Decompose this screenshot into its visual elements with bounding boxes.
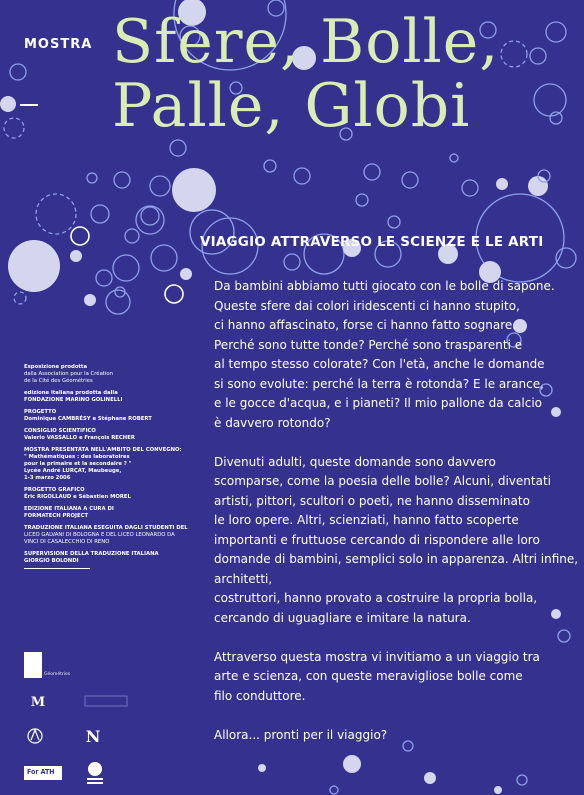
subtitle: VIAGGIO ATTRAVERSO LE SCIENZE E LE ARTI [200,234,544,250]
credit-block [24,551,194,569]
bubble [125,229,139,243]
text-line: e le gocce d'acqua, e i pianeti? Il mio pallone da calcio [214,396,543,410]
credit-value: Lycée André LURÇAT, Maubeuge, [24,468,122,474]
bubble [14,292,26,304]
title-line-1: Sfere, Bolle, [112,7,500,77]
text-line: domande di bambini, semplici solo in apparenza. Altri infine, [214,552,579,566]
bubble [558,630,570,642]
credit-value: Éric RIGOLLAUD e Sébastien MOREL [24,494,131,500]
bubble [36,194,76,234]
bubble [170,140,186,156]
text-line: è davvero rotondo? [214,415,331,430]
intro-text [214,277,579,765]
title-dash [20,104,38,106]
svg-text:M: M [30,695,46,708]
text-line: costruttori, hanno provato a costruire la propria bolla, [214,591,538,605]
credit-label: CONSIGLIO SCIENTIFICO [24,428,96,434]
bubble [87,173,97,183]
credit-label: MOSTRA PRESENTATA NELL'AMBITO DEL CONVEGNO: [24,447,182,453]
bubble [0,96,16,112]
credit-value: GIORGIO BOLONDI [24,558,79,564]
bubble [8,240,60,292]
text-line: ci hanno affascinato, forse ci hanno fatto sognare. [214,318,517,332]
bubble [84,294,96,306]
formath-logo-label: For ATH [27,768,55,776]
credit-value: 1-3 marzo 2006 [24,475,71,481]
credit-block [24,364,194,385]
page-title [112,7,572,141]
exhibition-label: MOSTRA [24,37,93,52]
bubble [136,206,164,234]
paragraph-4 [214,726,554,746]
text-line: Attraverso questa mostra vi invitiamo a un viaggio tra [214,649,540,664]
bubble [71,227,89,245]
geometries-logo-label: Géométries [44,672,71,677]
bubble [528,176,548,196]
text-line: Allora... pronti per il viaggio? [214,727,388,742]
credit-value: FONDAZIONE MARINO GOLINELLI [24,397,123,403]
n-logo-icon [84,726,102,746]
text-line: artisti, pittori, scultori o poeti, ne hanno disseminato [214,493,530,508]
credit-block [24,409,194,423]
bubble [294,168,310,184]
credit-block [24,428,194,442]
bubble [517,775,527,785]
credit-label: SUPERVISIONE DELLA TRADUZIONE ITALIANA [24,551,159,557]
credit-block [24,487,194,501]
bubble [70,250,82,262]
bubble [150,176,170,196]
credit-value: Dominique CAMBRÉSY e Stéphane ROBERT [24,416,152,422]
credit-block [24,525,194,546]
credit-label: EDIZIONE ITALIANA A CURA DI [24,506,114,512]
paragraph-2 [214,453,579,629]
credit-value: FORMATECH PROJECT [24,513,89,519]
credit-label: PROGETTO [24,409,57,415]
credit-value: LICEO GALVANI DI BOLOGNA E DEL LICEO LEONARDO DA [24,532,175,538]
bubble [330,786,338,794]
text-line: Perché sono tutte tonde? Perché sono trasparenti e [214,337,523,352]
partner-logo-faint [84,694,128,708]
bubble [4,118,24,138]
credit-value: de la Cité des Géométries [24,378,93,384]
geometries-logo [24,652,42,678]
bubble [113,255,139,281]
bubble [424,772,436,784]
text-line: Da bambini abbiamo tutti giocato con le bolle di sapone. [214,279,555,293]
text-line: arte e scienza, con queste meravigliose bolle come [214,669,523,683]
credit-block [24,447,194,482]
bubble [91,205,109,223]
partner-logo-icon [26,726,44,746]
text-line: si sono evolute: perché la terra è rotonda? E le arance, [214,376,544,391]
bubble [141,207,159,225]
svg-text:N: N [85,727,101,746]
bubble [388,216,400,228]
credit-block [24,506,194,520]
bubble [264,160,276,172]
title-line-2: Palle, Globi [112,71,471,141]
credit-value: VINCI DI CASALECCHIO DI RENO [24,539,110,545]
paragraph-1 [214,277,554,433]
text-line: scomparse, come la poesia delle bolle? Alcuni, diventati [214,474,551,488]
text-line: Queste sfere dai colori iridescenti ci hanno stupito, [214,298,520,313]
credit-label: edizione italiana prodotta dalla [24,390,118,396]
bubble [462,180,478,196]
fondazione-logo-icon [84,760,106,786]
bubble [494,786,502,794]
credit-label: PROGETTO GRAFICO [24,487,85,493]
bubble [180,268,192,280]
bubble [258,764,266,772]
text-line: filo conduttore. [214,688,306,703]
text-line: importanti e fruttuose cercando di rispondere alle loro [214,532,540,547]
bubble [450,154,458,162]
credit-label: TRADUZIONE ITALIANA ESEGUITA DAGLI STUDENTI DEL [24,525,188,531]
bubble [10,64,26,80]
bubble [114,172,130,188]
bubble [165,285,183,303]
credit-block [24,390,194,404]
credit-value: pour la primaire et la secondaire ? " [24,461,132,467]
text-line: architetti, [214,571,273,586]
credit-value: " Mathématiques : des laboratoires [24,454,130,460]
bubble [356,194,368,206]
credit-label: Esposizione prodotta [24,364,88,370]
bubble [402,172,418,188]
credit-value: Valerio VASSALLO e François RECHER [24,435,135,441]
text-line: al tempo stesso colorate? Con l'età, anche le domande [214,357,545,371]
text-line: le loro opere. Altri, scienziati, hanno fatto scoperte [214,513,519,527]
m-logo-icon [28,694,48,708]
bubble [106,290,130,314]
credits-column [24,364,194,574]
bubble [284,254,300,270]
bubble [364,164,380,180]
credits-rule [24,568,90,569]
bubble [172,168,216,212]
text-line: cercando di uguagliare e imitare la natura. [214,610,471,625]
paragraph-3 [214,648,554,707]
bubble [96,270,112,286]
credit-value: dalla Association pour la Création [24,371,113,377]
bubble [496,178,508,190]
bubble [151,245,177,271]
text-line: Divenuti adulti, queste domande sono davvero [214,454,496,469]
